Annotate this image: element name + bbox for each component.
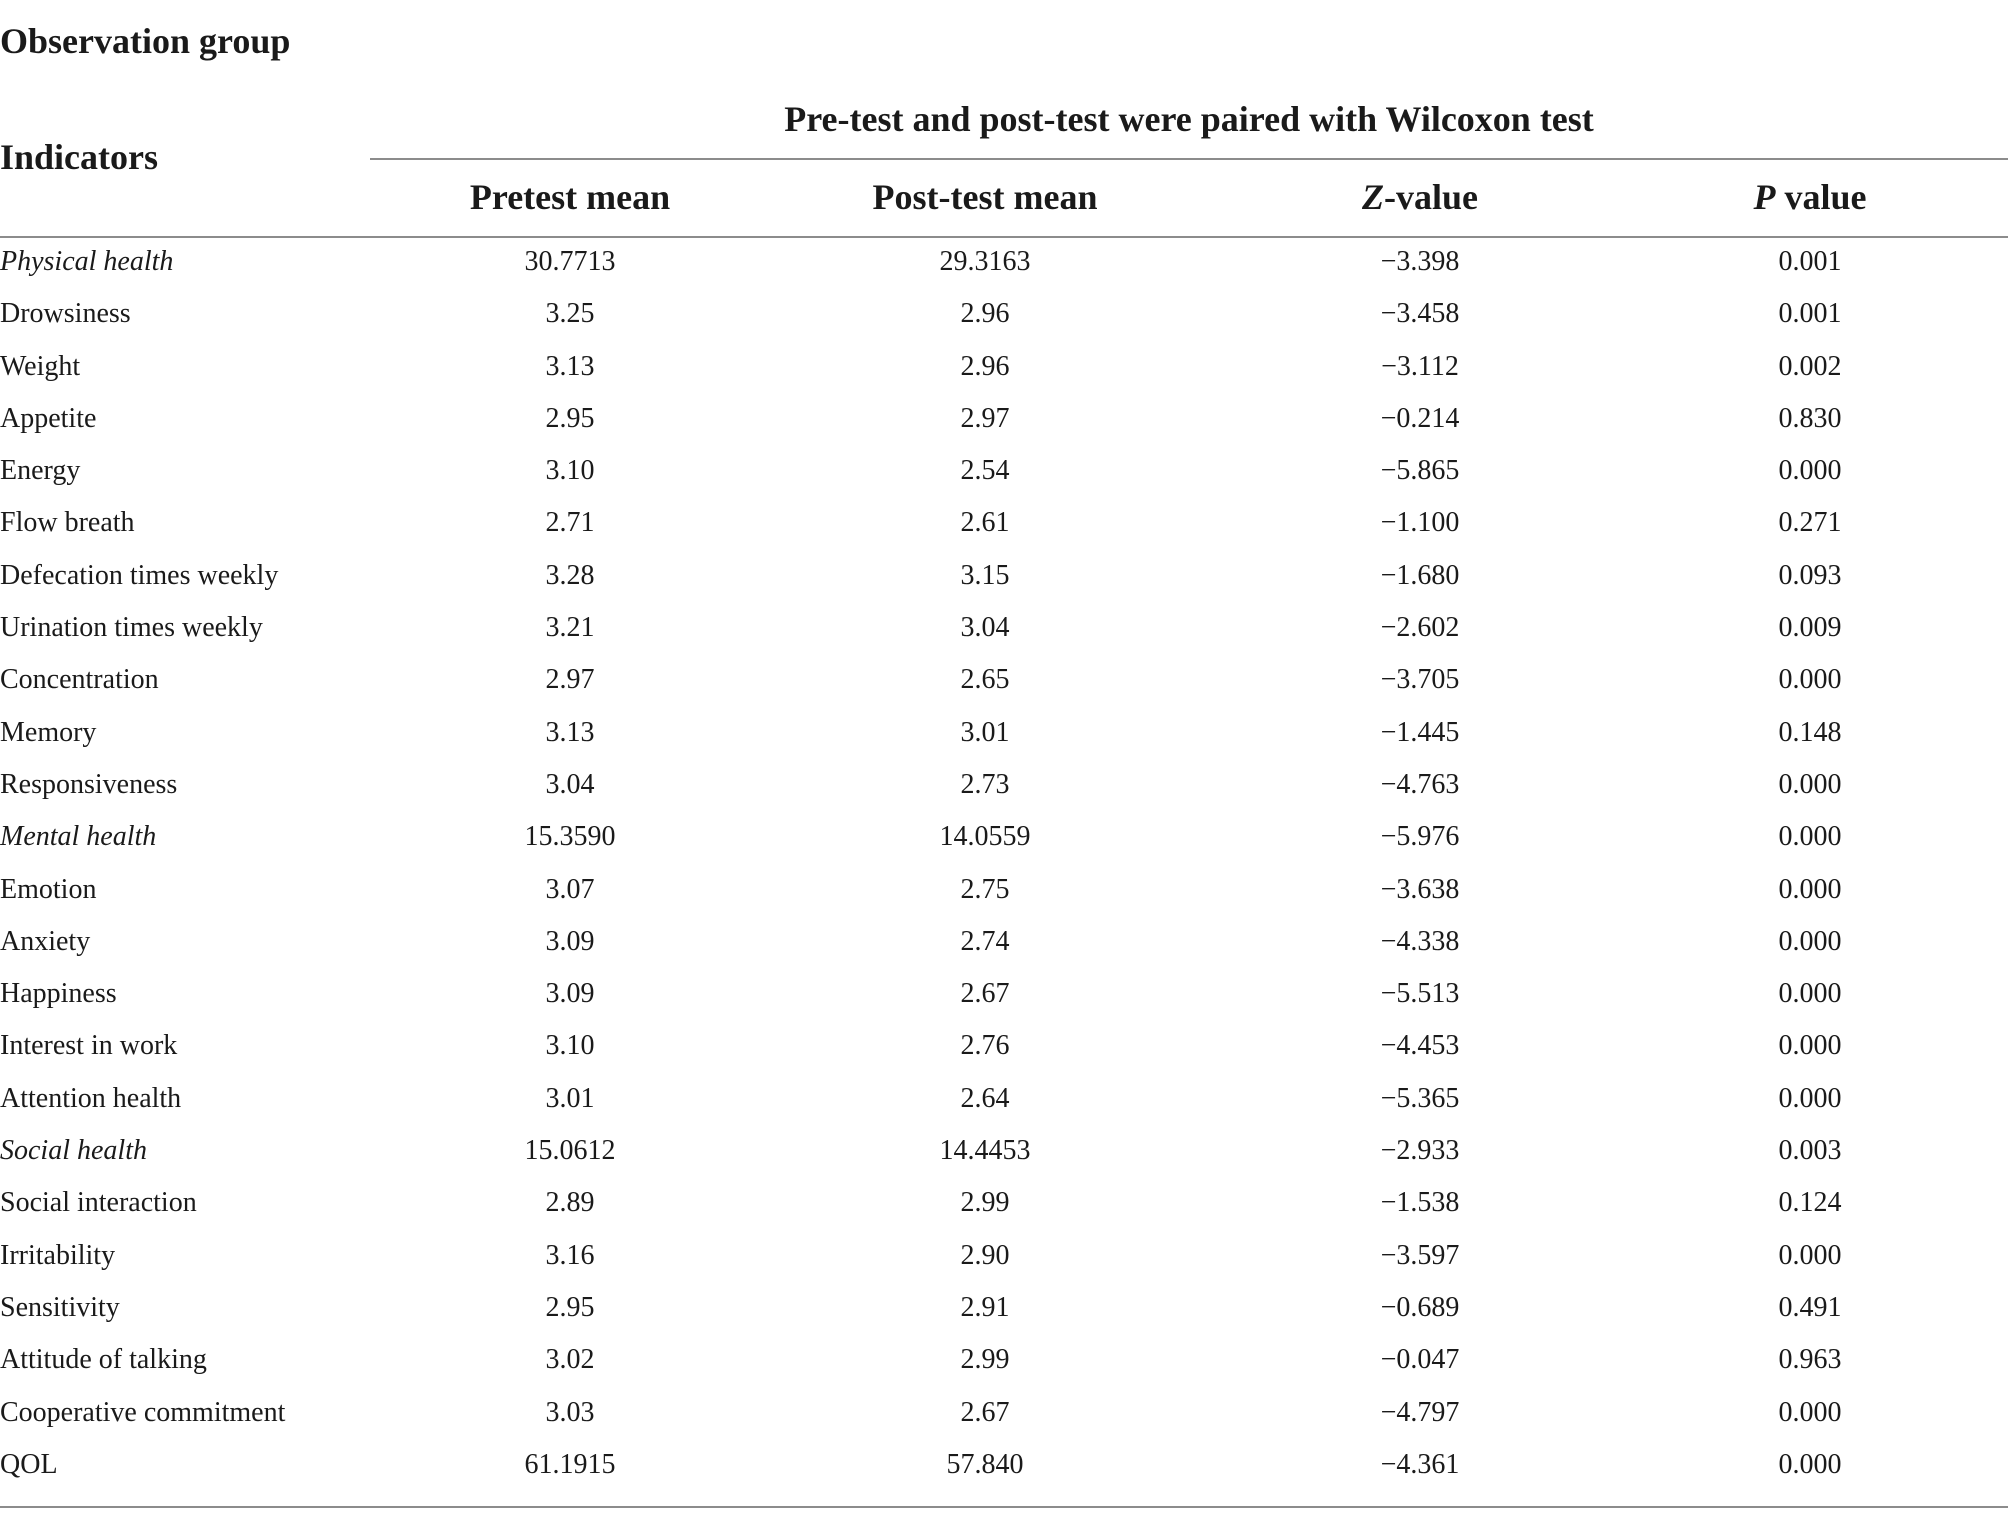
p-value-cell: 0.009	[1778, 612, 1842, 644]
pretest-mean-cell: 2.97	[545, 664, 595, 696]
table-body	[0, 236, 2008, 1491]
pretest-mean-cell: 3.16	[545, 1239, 595, 1271]
p-value-cell: 0.000	[1778, 768, 1842, 800]
table-bottom-rule	[0, 1506, 2008, 1508]
wilcoxon-spanning-header: Pre-test and post-test were paired with Wilcoxon test	[784, 99, 1594, 139]
table-row	[0, 341, 2008, 393]
p-value-column-header	[1640, 174, 1980, 220]
p-value-cell: 0.001	[1778, 246, 1842, 277]
indicator-cell: QOL	[0, 1448, 58, 1480]
z-value-cell: −1.445	[1380, 716, 1460, 748]
p-value-cell: 0.000	[1778, 925, 1842, 957]
posttest-column-header: Post-test mean	[872, 177, 1098, 217]
indicator-cell: Weight	[0, 350, 81, 382]
p-value-cell: 0.000	[1778, 1396, 1842, 1428]
z-value-cell: −4.338	[1380, 925, 1460, 957]
indicator-cell: Appetite	[0, 402, 97, 434]
indicator-cell: Social interaction	[0, 1187, 197, 1219]
posttest-mean-cell: 14.0559	[939, 821, 1031, 853]
z-value-cell: −5.365	[1380, 1082, 1460, 1114]
z-value-cell: −0.689	[1380, 1291, 1460, 1323]
posttest-mean-cell: 2.76	[960, 1030, 1010, 1062]
table-row	[0, 602, 2008, 654]
indicator-cell: Happiness	[0, 978, 117, 1010]
posttest-mean-cell: 2.61	[960, 507, 1010, 539]
pretest-mean-cell: 3.03	[545, 1396, 595, 1428]
table-row	[0, 654, 2008, 706]
indicator-cell: Drowsiness	[0, 298, 131, 330]
pretest-mean-cell: 3.02	[545, 1344, 595, 1376]
indicator-cell: Attention health	[0, 1082, 182, 1114]
pretest-mean-cell: 3.13	[545, 716, 595, 748]
table-row-category	[0, 811, 2008, 863]
pretest-mean-cell: 3.21	[545, 612, 595, 644]
z-value-cell: −1.538	[1380, 1187, 1460, 1219]
p-value-cell: 0.000	[1778, 978, 1842, 1010]
posttest-mean-cell: 3.04	[960, 612, 1010, 644]
pretest-mean-cell: 3.09	[545, 925, 595, 957]
pretest-mean-cell: 3.10	[545, 1030, 595, 1062]
z-value-cell: −4.453	[1380, 1030, 1460, 1062]
p-value-cell: 0.002	[1778, 350, 1842, 382]
posttest-mean-cell: 2.73	[960, 768, 1010, 800]
z-value-cell: −5.513	[1380, 978, 1460, 1010]
indicator-cell: Cooperative commitment	[0, 1396, 286, 1428]
posttest-mean-cell: 2.99	[960, 1344, 1010, 1376]
table-row	[0, 1020, 2008, 1072]
pretest-mean-cell: 15.3590	[524, 821, 616, 853]
z-value-cell: −4.797	[1380, 1396, 1460, 1428]
pretest-mean-cell: 3.04	[545, 768, 595, 800]
p-value-cell: 0.000	[1778, 1448, 1842, 1480]
pretest-mean-cell: 3.09	[545, 978, 595, 1010]
table-row	[0, 1230, 2008, 1282]
p-value-cell: 0.000	[1778, 1239, 1842, 1271]
indicator-cell: Flow breath	[0, 507, 135, 539]
posttest-mean-cell: 14.4453	[939, 1135, 1031, 1167]
p-value-cell: 0.491	[1778, 1291, 1842, 1323]
z-value-cell: −0.047	[1380, 1344, 1460, 1376]
p-value-cell: 0.830	[1778, 402, 1842, 434]
p-value-cell: 0.000	[1778, 1082, 1842, 1114]
pretest-mean-cell: 2.95	[545, 1291, 595, 1323]
indicators-column-header: Indicators	[0, 137, 159, 177]
p-value-cell: 0.093	[1778, 559, 1842, 591]
p-value-cell: 0.001	[1778, 298, 1842, 330]
posttest-mean-cell: 2.91	[960, 1291, 1010, 1323]
pretest-mean-cell: 61.1915	[524, 1448, 616, 1480]
p-value-cell: 0.000	[1778, 873, 1842, 905]
table-row	[0, 1387, 2008, 1439]
posttest-mean-cell: 2.96	[960, 298, 1010, 330]
indicator-cell: Sensitivity	[0, 1291, 120, 1323]
pretest-mean-cell: 3.01	[545, 1082, 595, 1114]
posttest-mean-cell: 2.99	[960, 1187, 1010, 1219]
indicator-cell: Attitude of talking	[0, 1344, 207, 1376]
indicator-cell: Social health	[0, 1135, 147, 1167]
pretest-mean-cell: 30.7713	[524, 246, 616, 277]
z-symbol: Z	[1362, 177, 1384, 217]
table-row	[0, 759, 2008, 811]
posttest-mean-cell: 2.74	[960, 925, 1010, 957]
z-value-cell: −5.865	[1380, 455, 1460, 487]
indicator-cell: Anxiety	[0, 925, 91, 957]
pretest-mean-cell: 2.71	[545, 507, 595, 539]
pretest-mean-cell: 15.0612	[524, 1135, 616, 1167]
group-title: Observation group	[0, 21, 291, 61]
table-row	[0, 288, 2008, 340]
z-value-cell: −5.976	[1380, 821, 1460, 853]
z-value-cell: −3.638	[1380, 873, 1460, 905]
indicator-cell: Concentration	[0, 664, 159, 696]
indicator-cell: Urination times weekly	[0, 612, 263, 644]
z-value-cell: −3.112	[1381, 350, 1459, 382]
p-label-suffix: value	[1775, 177, 1867, 217]
z-value-cell: −3.398	[1380, 246, 1460, 277]
table-row	[0, 1334, 2008, 1386]
table-row	[0, 1177, 2008, 1229]
posttest-mean-cell: 2.67	[960, 978, 1010, 1010]
posttest-mean-cell: 57.840	[946, 1448, 1024, 1480]
z-value-cell: −4.763	[1380, 768, 1460, 800]
table-row	[0, 445, 2008, 497]
posttest-mean-cell: 2.96	[960, 350, 1010, 382]
indicator-cell: Physical health	[0, 246, 174, 277]
z-value-cell: −3.705	[1380, 664, 1460, 696]
posttest-mean-cell: 29.3163	[939, 246, 1031, 277]
table-row	[0, 968, 2008, 1020]
z-value-cell: −3.597	[1380, 1239, 1460, 1271]
indicator-cell: Interest in work	[0, 1030, 178, 1062]
spanning-header-divider	[370, 158, 2008, 160]
pretest-mean-cell: 3.10	[545, 455, 595, 487]
z-value-cell: −2.602	[1380, 612, 1460, 644]
posttest-mean-cell: 2.64	[960, 1082, 1010, 1114]
table-header	[0, 90, 2008, 238]
table-row	[0, 1073, 2008, 1125]
table-row	[0, 550, 2008, 602]
p-value-cell: 0.271	[1778, 507, 1842, 539]
posttest-mean-cell: 3.01	[960, 716, 1010, 748]
table-row-category	[0, 236, 2008, 288]
indicator-cell: Mental health	[0, 821, 157, 853]
p-value-cell: 0.000	[1778, 455, 1842, 487]
z-value-cell: −4.361	[1380, 1448, 1460, 1480]
posttest-mean-cell: 2.90	[960, 1239, 1010, 1271]
table-row-category	[0, 1125, 2008, 1177]
table-row	[0, 864, 2008, 916]
indicator-cell: Irritability	[0, 1239, 116, 1271]
indicator-cell: Energy	[0, 455, 81, 487]
table-row	[0, 1439, 2008, 1491]
pretest-mean-cell: 3.13	[545, 350, 595, 382]
pretest-mean-cell: 2.89	[545, 1187, 595, 1219]
posttest-mean-cell: 2.97	[960, 402, 1010, 434]
posttest-mean-cell: 2.75	[960, 873, 1010, 905]
p-value-cell: 0.148	[1778, 716, 1842, 748]
z-value-cell: −0.214	[1380, 402, 1460, 434]
z-value-cell: −1.100	[1380, 507, 1460, 539]
z-value-cell: −1.680	[1380, 559, 1460, 591]
pretest-mean-cell: 3.28	[545, 559, 595, 591]
z-value-column-header	[1200, 174, 1640, 220]
table-row	[0, 497, 2008, 549]
p-value-cell: 0.000	[1778, 821, 1842, 853]
p-symbol: P	[1753, 177, 1776, 217]
z-label-suffix: -value	[1384, 177, 1478, 217]
table-row	[0, 393, 2008, 445]
indicator-cell: Emotion	[0, 873, 97, 905]
indicator-cell: Memory	[0, 716, 97, 748]
pretest-mean-cell: 3.07	[545, 873, 595, 905]
pretest-mean-cell: 2.95	[545, 402, 595, 434]
posttest-mean-cell: 2.67	[960, 1396, 1010, 1428]
table-row	[0, 916, 2008, 968]
indicator-cell: Defecation times weekly	[0, 559, 279, 591]
posttest-mean-cell: 3.15	[960, 559, 1010, 591]
posttest-mean-cell: 2.54	[960, 455, 1010, 487]
p-value-cell: 0.000	[1778, 1030, 1842, 1062]
table-row	[0, 1282, 2008, 1334]
p-value-cell: 0.003	[1778, 1135, 1842, 1167]
posttest-mean-cell: 2.65	[960, 664, 1010, 696]
z-value-cell: −3.458	[1380, 298, 1460, 330]
table-row	[0, 707, 2008, 759]
p-value-cell: 0.124	[1778, 1187, 1842, 1219]
p-value-cell: 0.000	[1778, 664, 1842, 696]
indicator-cell: Responsiveness	[0, 768, 178, 800]
z-value-cell: −2.933	[1380, 1135, 1460, 1167]
p-value-cell: 0.963	[1778, 1344, 1842, 1376]
pretest-column-header: Pretest mean	[469, 177, 671, 217]
pretest-mean-cell: 3.25	[545, 298, 595, 330]
